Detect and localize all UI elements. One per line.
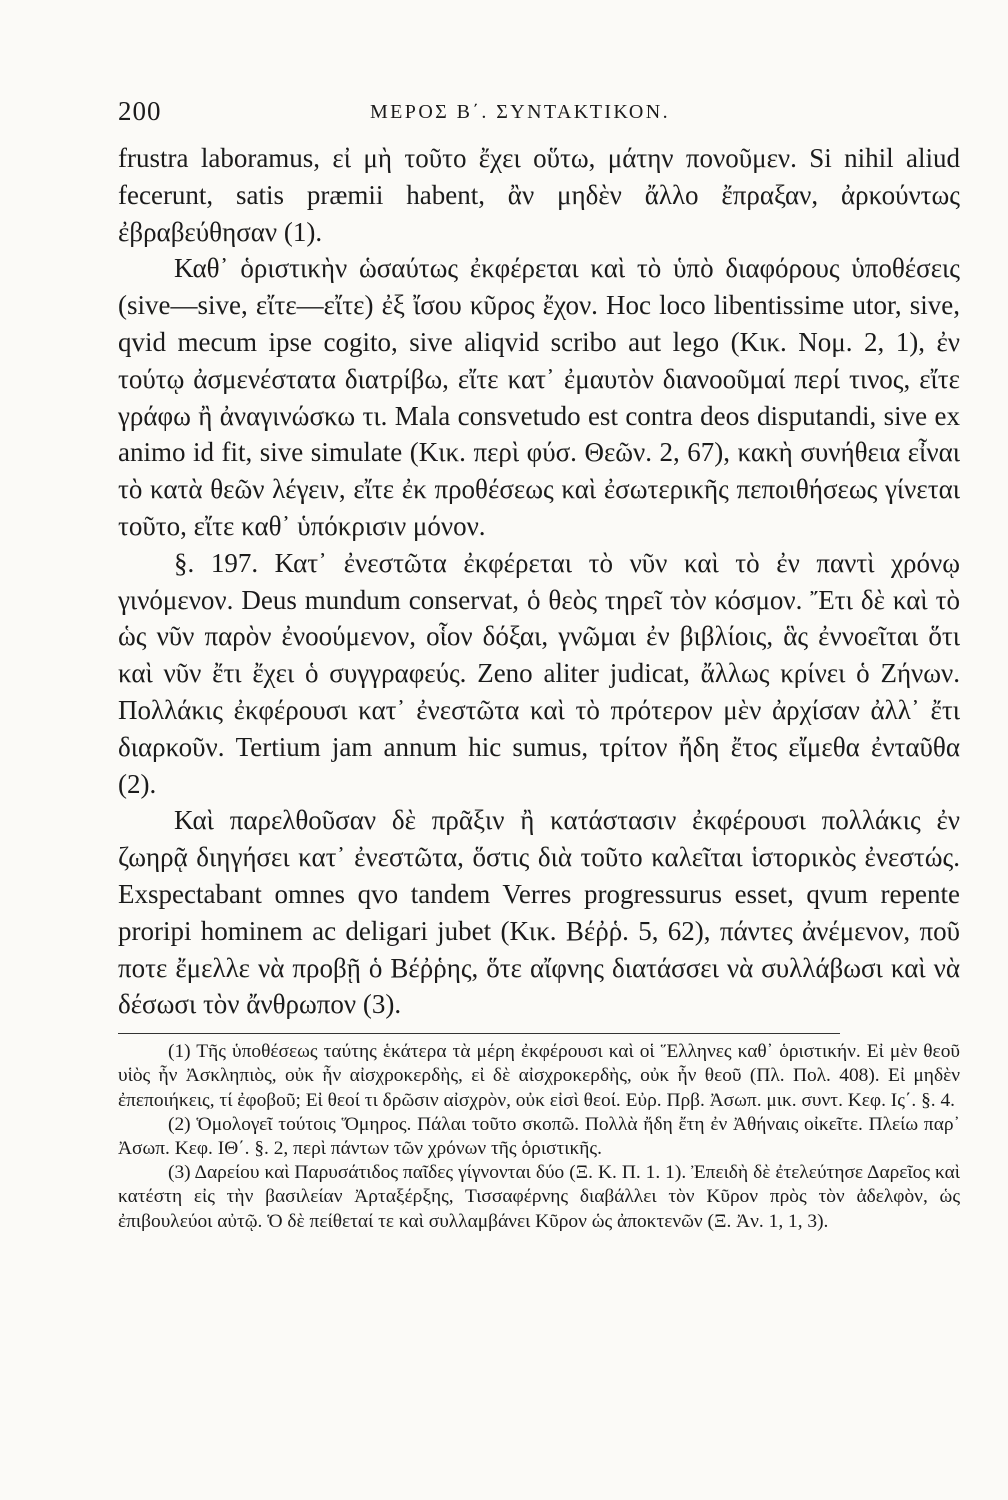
book-page <box>118 96 960 1396</box>
running-head: ΜΕΡΟΣ Β΄. ΣΥΝΤΑΚΤΙΚΟΝ. <box>370 101 670 123</box>
paragraph: Καὶ παρελθοῦσαν δὲ πρᾶξιν ἢ κατάστασιν ἐκφέρουσι πολλάκις ἐν ζωηρᾷ διηγήσει κατ᾽ ἐνεστῶτα, ὅστις διὰ τοῦτο καλεῖται ἱστορικὸς ἐνεστώς. Exspectabant omnes qvo tandem Verres progressurus esset, qvum repente proripi hominem ac deligari jubet (Κικ. Βέῤῥ. 5, 62), πάντες ἀνέμενον, ποῦ ποτε ἔμελλε νὰ προβῇ ὁ Βέῤῥης, ὅτε αἴφνης διατάσσει νὰ συλλάβωσι καὶ νὰ δέσωσι τὸν ἄνθρωπον (3). <box>118 805 960 1020</box>
paragraph: Καθ᾽ ὁριστικὴν ὡσαύτως ἐκφέρεται καὶ τὸ ὑπὸ διαφόρους ὑποθέσεις (sive—sive, εἴτε—εἴτε) ἐξ ἴσου κῦρος ἔχον. Hoc loco libentissime utor, sive, qvid mecum ipse cogito, sive aliqvid scribo aut lego (Κικ. Νομ. 2, 1), ἐν τούτῳ ἀσμενέστατα διατρίβω, εἴτε κατ᾽ ἐμαυτὸν διανοοῦμαί περί τινος, εἴτε γράφω ἢ ἀναγινώσκω τι. Mala consvetudo est contra deos disputandi, sive ex animo id fit, sive simulate (Κικ. περὶ φύσ. Θεῶν. 2, 67), κακὴ συνήθεια εἶναι τὸ κατὰ θεῶν λέγειν, εἴτε ἐκ προθέσεως καὶ ἐσωτερικῆς πεποιθήσεως γίνεται τοῦτο, εἴτε καθ᾽ ὑπόκρισιν μόνον. <box>118 253 960 541</box>
footnotes <box>118 1040 960 1234</box>
footnote: (1) Τῆς ὑποθέσεως ταύτης ἑκάτερα τὰ μέρη ἐκφέρουσι καὶ οἱ Ἕλληνες καθ᾽ ὁριστικήν. Εἰ μὲν θεοῦ υἱὸς ἦν Ἀσκληπιὸς, οὐκ ἦν αἰσχροκερδὴς, εἰ δὲ αἰσχροκερδὴς, οὐκ ἦν θεοῦ (Πλ. Πολ. 408). Εἰ μηδὲν ἐπεποιήκεις, τί ἐφοβοῦ; Εἰ θεοί τι δρῶσιν αἰσχρὸν, οὐκ εἰσὶ θεοί. Εὐρ. Πρβ. Ἀσωπ. μικ. συντ. Κεφ. Ις΄. §. 4. <box>118 1041 960 1111</box>
footnote-divider <box>118 1033 840 1034</box>
paragraph: frustra laboramus, εἰ μὴ τοῦτο ἔχει οὕτω, μάτην πονοῦμεν. Si nihil aliud fecerunt, satis præmii habent, ἂν μηδὲν ἄλλο ἔπραξαν, ἀρκούντως ἐβραβεύθησαν (1). <box>118 143 960 247</box>
page-header <box>118 96 960 140</box>
footnote: (3) Δαρείου καὶ Παρυσάτιδος παῖδες γίγνονται δύο (Ξ. Κ. Π. 1. 1). Ἐπειδὴ δὲ ἐτελεύτησε Δαρεῖος καὶ κατέστη εἰς τὴν βασιλείαν Ἀρταξέρξης, Τισσαφέρνης διαβάλλει τὸν Κῦρον πρὸς τὸν ἀδελφὸν, ὡς ἐπιβουλεύοι αὐτῷ. Ὁ δὲ πείθεταί τε καὶ συλλαμβάνει Κῦρον ὡς ἀποκτενῶν (Ξ. Ἀν. 1, 1, 3). <box>118 1162 960 1232</box>
paragraph: §. 197. Κατ᾽ ἐνεστῶτα ἐκφέρεται τὸ νῦν καὶ τὸ ἐν παντὶ χρόνῳ γινόμενον. Deus mundum conservat, ὁ θεὸς τηρεῖ τὸν κόσμον. Ἔτι δὲ καὶ τὸ ὡς νῦν παρὸν ἐνοούμενον, οἷον δόξαι, γνῶμαι ἐν βιβλίοις, ἃς ἐννοεῖται ὅτι καὶ νῦν ἔτι ἔχει ὁ συγγραφεύς. Zeno aliter judicat, ἄλλως κρίνει ὁ Ζήνων. Πολλάκις ἐκφέρουσι κατ᾽ ἐνεστῶτα καὶ τὸ πρότερον μὲν ἀρχίσαν ἀλλ᾽ ἔτι διαρκοῦν. Tertium jam annum hic sumus, τρίτον ἤδη ἔτος εἴμεθα ἐνταῦθα (2). <box>118 547 960 799</box>
page-number: 200 <box>118 96 162 126</box>
main-text <box>118 140 960 1023</box>
footnote: (2) Ὁμολογεῖ τούτοις Ὅμηρος. Πάλαι τοῦτο σκοπῶ. Πολλὰ ἤδη ἔτη ἐν Ἀθήναις οἰκεῖτε. Πλείω παρ᾽ Ἀσωπ. Κεφ. ΙΘ΄. §. 2, περὶ πάντων τῶν χρόνων τῆς ὁριστικῆς. <box>118 1113 960 1159</box>
